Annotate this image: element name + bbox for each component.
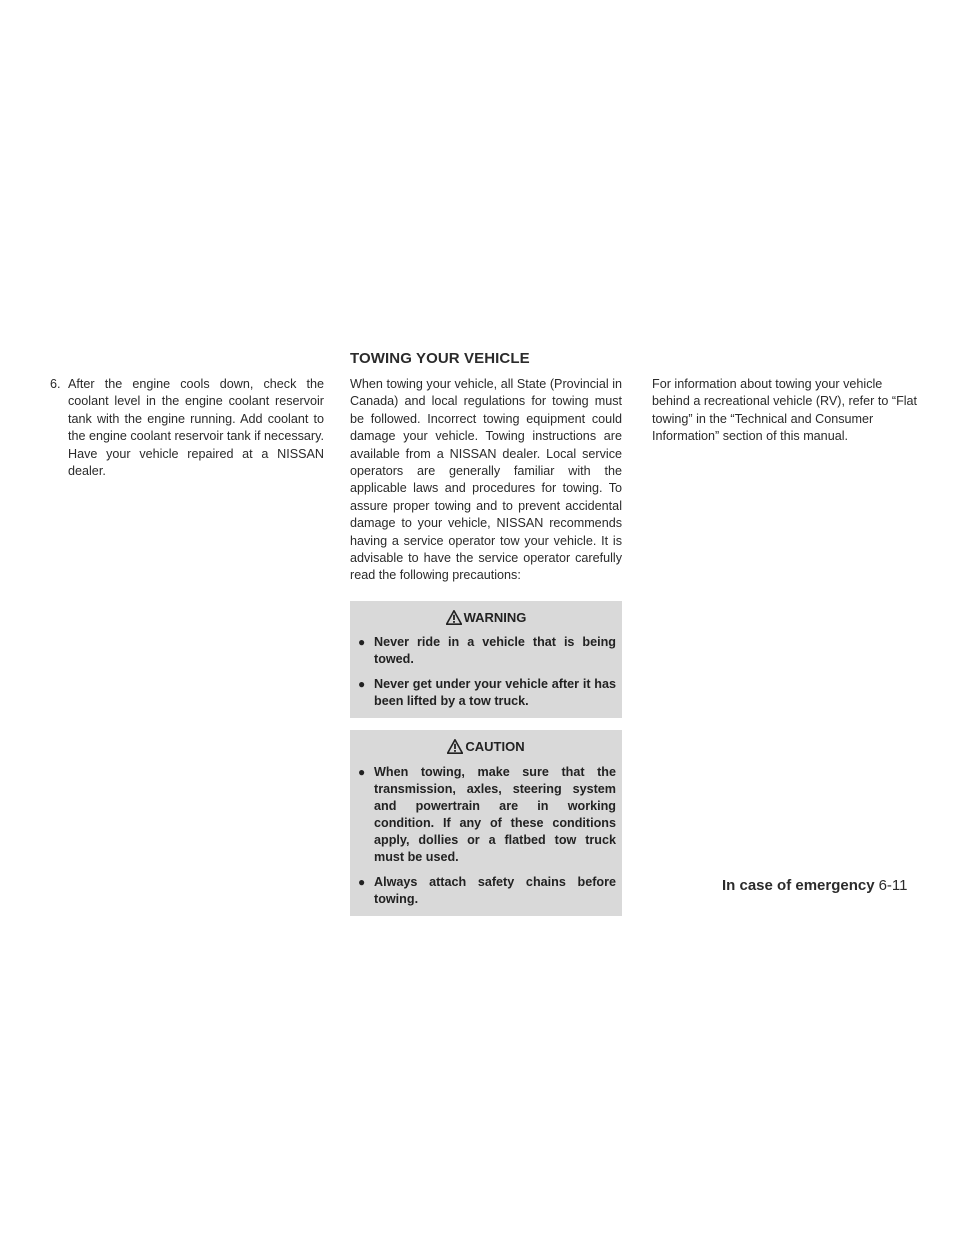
warning-title: WARNING [463,609,527,625]
step-number: 6. [50,377,61,391]
section-title: TOWING YOUR VEHICLE [350,350,530,367]
column-middle [350,376,622,916]
warning-item [356,634,616,668]
bullet-icon: ● [358,677,366,692]
warning-box [350,601,622,718]
towing-intro: When towing your vehicle, all State (Provincial in Canada) and local regulations for towing must be followed. Incorrect towing equipment could damage your vehicle. Towing instructions are available from a NISSAN dealer. Local service operators are generally familiar with the applicable laws and procedures for towing. To assure proper towing and to prevent accidental damage to your vehicle, NISSAN recommends having a service operator tow your vehicle. It is advisable to have the service operator carefully read the following precautions: [350,377,622,583]
page-number: 6-11 [878,877,908,894]
step-text: After the engine cools down, check the coolant level in the engine coolant reservoir tank with the engine running. Add coolant to the engine coolant reservoir tank if necessary. Have your vehicle repaired at a NISSAN dealer. [68,377,324,479]
bullet-icon: ● [358,874,366,889]
warning-header [356,609,616,626]
caution-item [356,764,616,866]
column-left [44,376,324,480]
column-right [652,376,922,446]
caution-item-text: When towing, make sure that the transmission, axles, steering system and powertrain are in working condition. If any of these conditions apply, dollies or a flatbed tow truck must be used. [374,764,616,864]
step-6 [44,376,324,480]
caution-title: CAUTION [465,739,525,755]
warning-list [356,634,616,710]
caution-list [356,764,616,908]
caution-triangle-icon [447,739,463,754]
page-footer [722,877,908,894]
caution-item [356,874,616,908]
warning-item [356,676,616,710]
caution-header [356,738,616,755]
flat-towing-note: For information about towing your vehicle behind a recreational vehicle (RV), refer to “Flat towing” in the “Technical and Consumer Information” section of this manual. [652,377,918,444]
footer-section-name: In case of emergency [722,877,875,894]
warning-item-text: Never get under your vehicle after it has been lifted by a tow truck. [374,677,616,709]
caution-box [350,730,622,915]
warning-triangle-icon [446,610,462,625]
caution-item-text: Always attach safety chains before towing. [374,874,616,906]
warning-item-text: Never ride in a vehicle that is being towed. [374,635,616,667]
bullet-icon: ● [358,764,366,779]
bullet-icon: ● [358,635,366,650]
